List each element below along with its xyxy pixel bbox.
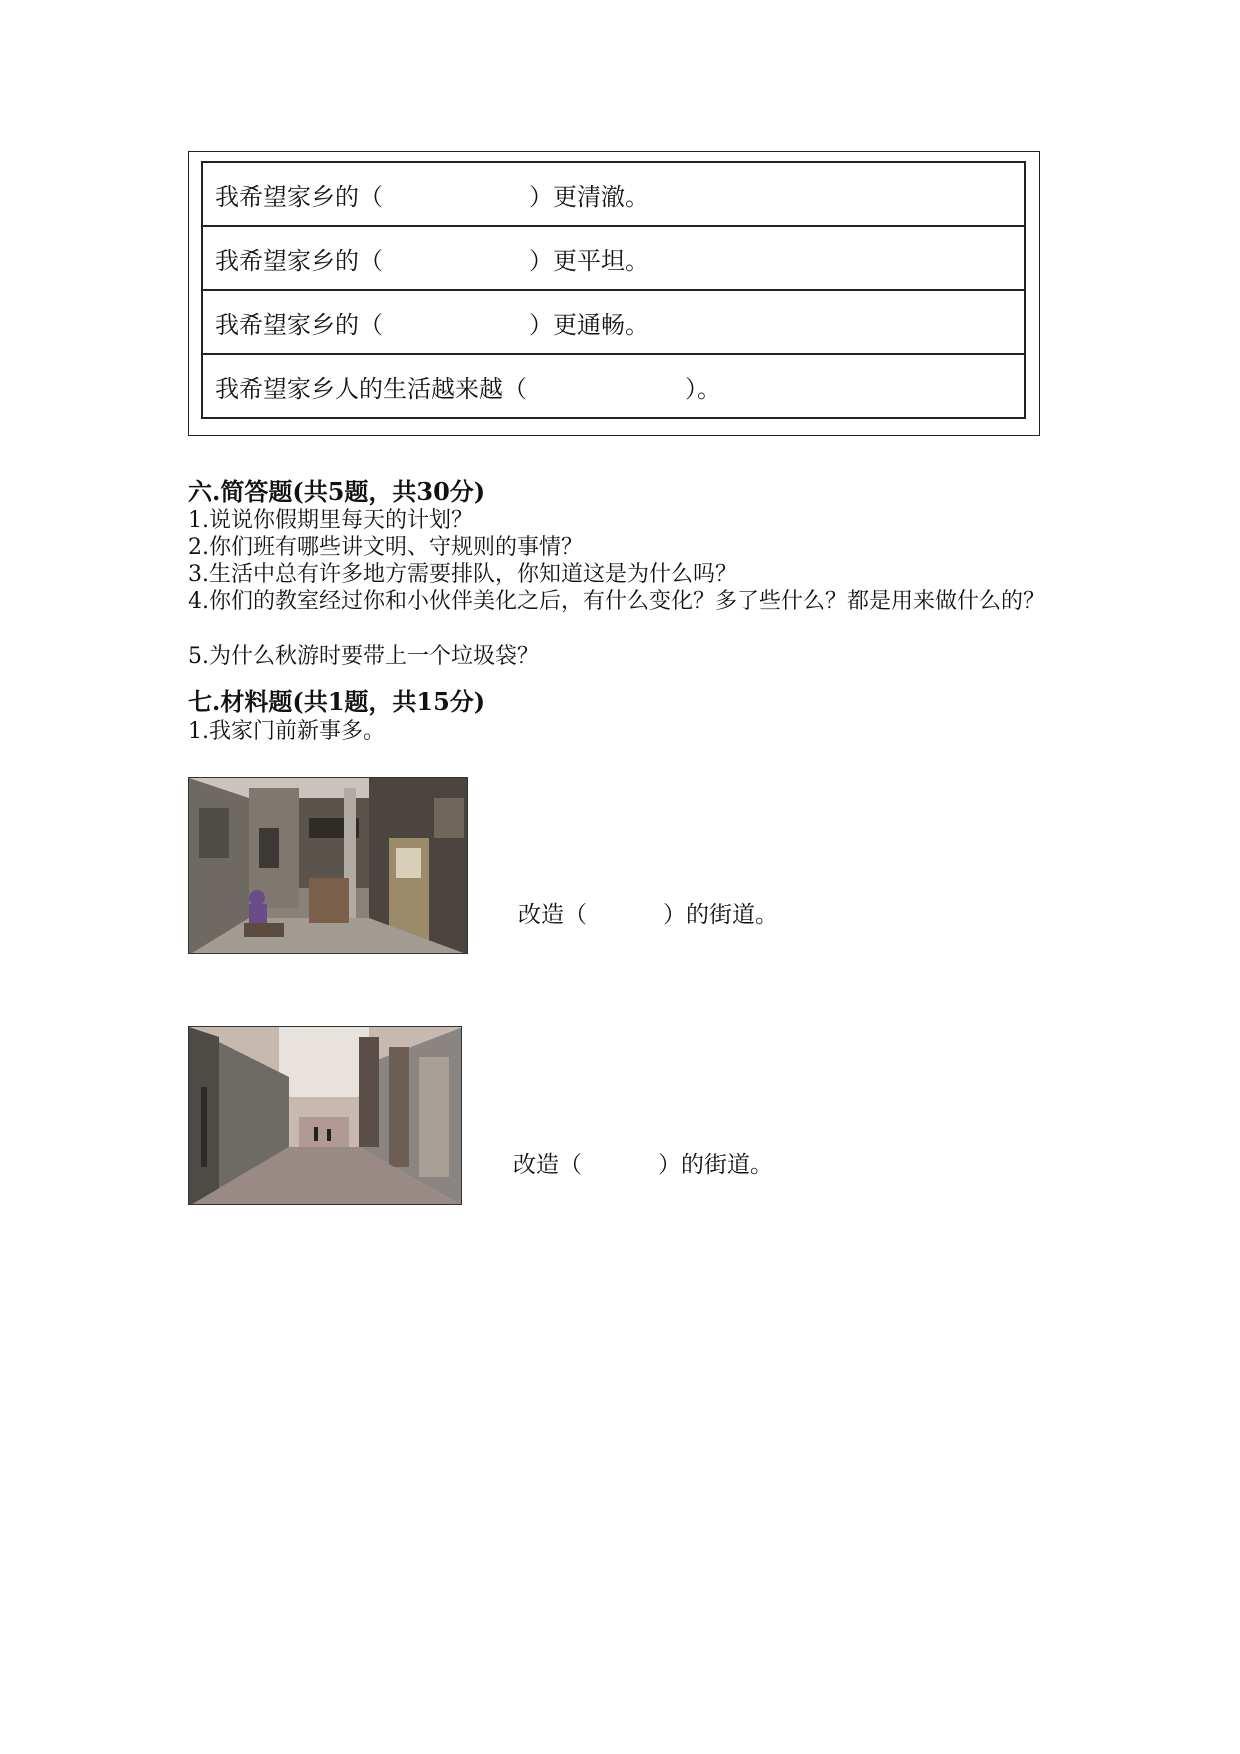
row-text-after: ）更清澈。 xyxy=(529,182,649,211)
question-4: 4.你们的教室经过你和小伙伴美化之后，有什么变化？多了些什么？都是用来做什么的？ xyxy=(188,589,1045,614)
table-row xyxy=(202,290,1025,354)
fill-in-table xyxy=(201,161,1026,419)
table-row xyxy=(202,354,1025,418)
row-text-before: 我希望家乡的（ xyxy=(215,310,383,339)
row-text-before: 我希望家乡人的生活越来越（ xyxy=(215,374,527,403)
question-2: 2.你们班有哪些讲文明、守规则的事情？ xyxy=(188,535,583,560)
old-street-photo xyxy=(188,777,468,954)
row-text-before: 我希望家乡的（ xyxy=(215,182,383,211)
question-3: 3.生活中总有许多地方需要排队，你知道这是为什么吗？ xyxy=(188,562,737,587)
row-text-after: ）更平坦。 xyxy=(529,246,649,275)
renovated-street-illustration xyxy=(189,1027,462,1205)
table-row xyxy=(202,226,1025,290)
table-cell xyxy=(202,290,1025,354)
row-text-before: 我希望家乡的（ xyxy=(215,246,383,275)
table-row xyxy=(202,162,1025,226)
old-street-illustration xyxy=(189,778,468,954)
caption-before: 改造（ xyxy=(513,1152,582,1178)
material-question: 1.我家门前新事多。 xyxy=(188,719,385,744)
table-cell xyxy=(202,162,1025,226)
section7-title: 七.材料题(共1题，共15分) xyxy=(188,687,486,716)
table-cell xyxy=(202,226,1025,290)
question-1: 1.说说你假期里每天的计划？ xyxy=(188,508,473,533)
caption-after: ）的街道。 xyxy=(658,1152,773,1178)
row-text-after: ）更通畅。 xyxy=(529,310,649,339)
caption-2 xyxy=(513,1146,773,1179)
section6-title: 六.简答题(共5题，共30分) xyxy=(188,477,486,506)
table-cell xyxy=(202,354,1025,418)
row-text-after: ）。 xyxy=(685,374,721,403)
question-5: 5.为什么秋游时要带上一个垃圾袋？ xyxy=(188,644,539,669)
caption-1 xyxy=(518,896,778,929)
caption-before: 改造（ xyxy=(518,902,587,928)
renovated-street-photo xyxy=(188,1026,462,1205)
caption-after: ）的街道。 xyxy=(663,902,778,928)
